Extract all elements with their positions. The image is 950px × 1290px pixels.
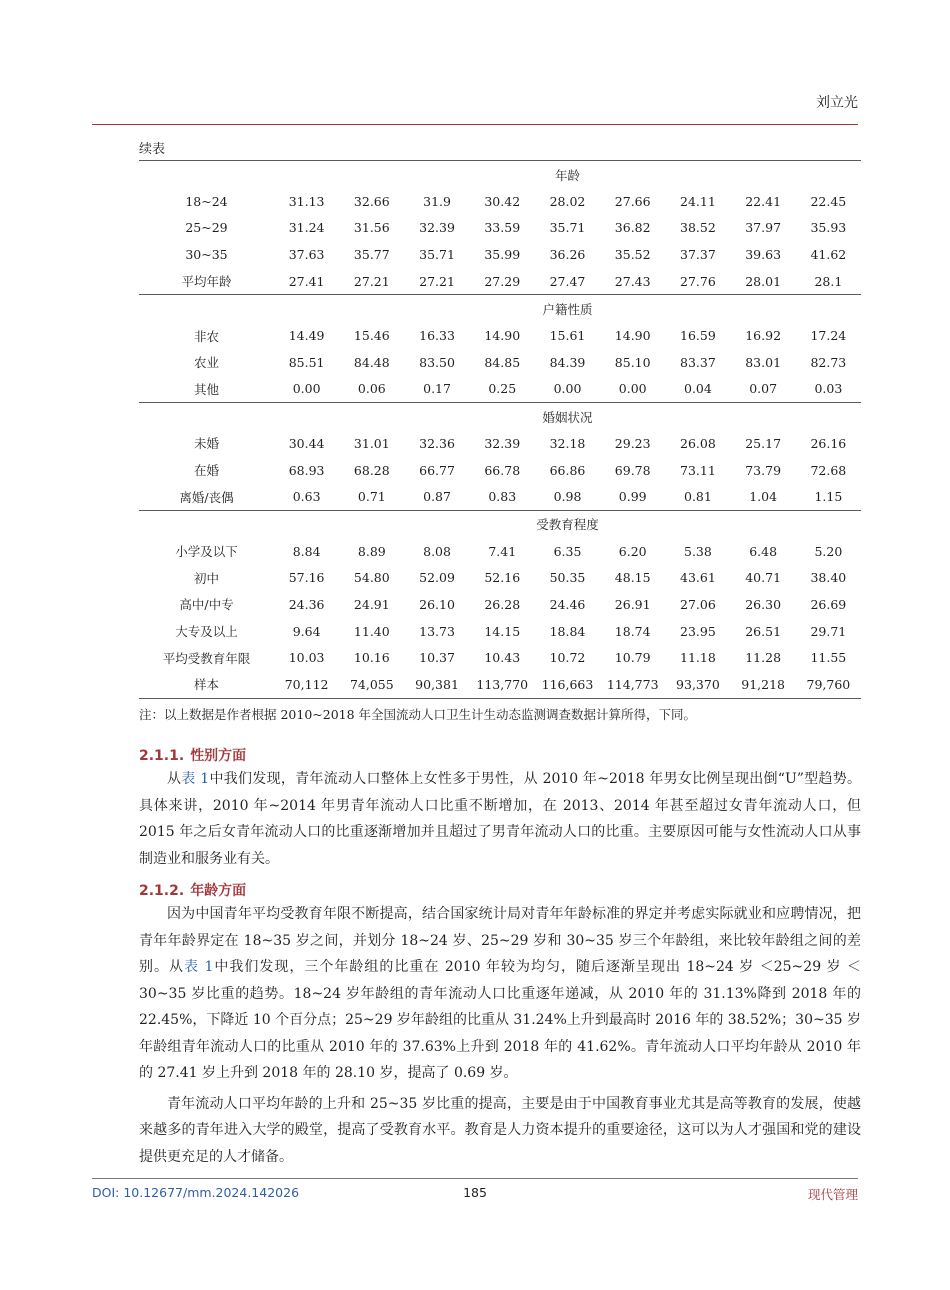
table-cell: 35.77: [353, 246, 390, 262]
row-label: 小学及以下: [175, 544, 238, 560]
table-cell: 31.9: [423, 193, 451, 209]
table-cell: 116,663: [535, 671, 600, 698]
table-cell: 16.59: [680, 328, 716, 344]
table-cell: 0.63: [292, 489, 321, 505]
table-row: [139, 457, 861, 484]
row-label: 大专及以上: [175, 624, 238, 640]
table-cell: 14.90: [484, 328, 521, 344]
table-cell: 90,381: [404, 671, 469, 698]
table-row: [139, 188, 861, 215]
row-label: 初中: [193, 570, 219, 586]
table-row: [139, 215, 861, 242]
table-section-title: 年龄: [274, 161, 861, 189]
table-cell: 43.61: [680, 570, 716, 586]
table-cell: 27.21: [353, 273, 390, 289]
table-note: 注：以上数据是作者根据 2010~2018 年全国流动人口卫生计生动态监测调查数据计算所得，下同。: [139, 707, 697, 722]
table-cell: 31.01: [353, 435, 390, 451]
table-cell: 6.35: [553, 543, 582, 559]
table-cell: 66.78: [484, 462, 521, 478]
paragraph: 青年流动人口平均年龄的上升和 25~35 岁比重的提高，主要是由于中国教育事业尤其是高等教育的发展，使越来越多的青年进入大学的殿堂，提高了受教育水平。教育是人力资本提升的重要途径，这可以为人才强国和党的建设提供更充足的人才储备。: [139, 1095, 861, 1165]
table-cell: 0.07: [749, 381, 778, 397]
table-cell: 26.16: [810, 435, 847, 451]
table-cell: 11.18: [680, 650, 716, 666]
table-cell: 27.29: [484, 273, 521, 289]
table-cell: 10.16: [353, 650, 390, 666]
table-cell: 14.49: [288, 328, 325, 344]
table-cell: 35.71: [419, 246, 455, 262]
table-cell: 27.66: [614, 193, 651, 209]
table-cell: 57.16: [288, 570, 325, 586]
row-label: 其他: [193, 381, 219, 397]
table-cell: 35.52: [614, 246, 651, 262]
footer-page-number: 185: [463, 1185, 487, 1200]
text-run: 因为中国青年平均受教育年限不断提高，结合国家统计局对青年年龄标准的界定并考虑实际就业和应聘情况，把青年年龄界定在 18~35 岁之间，并划分 18~24 岁、25~29 岁和 30~35 岁三个年龄组，来比较年龄组之间的差别。从: [139, 906, 861, 975]
table-cell: 6.48: [749, 543, 778, 559]
table-cell: 0.83: [488, 489, 517, 505]
table-cell: 0.06: [357, 381, 386, 397]
table-cell: 14.90: [614, 328, 651, 344]
table-cell: 85.51: [288, 354, 325, 370]
table-cell: 35.71: [549, 220, 586, 236]
table-cell: 0.98: [553, 489, 582, 505]
row-label: 平均年龄: [181, 274, 232, 290]
table-cell: 10.43: [484, 650, 521, 666]
table-cell: 9.64: [292, 623, 321, 639]
table-cell: 24.91: [353, 596, 390, 612]
table-cell: 54.80: [353, 570, 390, 586]
table-section-title: 受教育程度: [274, 510, 861, 538]
table-cell: 73.79: [745, 462, 782, 478]
section-title: 性别方面: [190, 748, 247, 764]
table-cell: 26.91: [614, 596, 651, 612]
table-row: [139, 618, 861, 645]
table-cell: 113,770: [470, 671, 535, 698]
table-row: [139, 565, 861, 592]
table-reference-link[interactable]: 表 1: [181, 771, 210, 787]
row-label: 农业: [193, 355, 219, 371]
table-cell: 5.20: [814, 543, 843, 559]
table-cell: 10.79: [614, 650, 651, 666]
table-cell: 24.36: [288, 596, 325, 612]
table-cell: 68.28: [353, 462, 390, 478]
section-title: 年龄方面: [190, 883, 247, 899]
table-cell: 32.39: [419, 220, 455, 236]
table-cell: 26.28: [484, 596, 521, 612]
footer-doi-link[interactable]: DOI: 10.12677/mm.2024.142026: [92, 1185, 300, 1200]
text-run: 中我们发现，青年流动人口整体上女性多于男性，从 2010 年~2018 年男女比例呈现出倒“U”型趋势。具体来讲，2010 年~2014 年男青年流动人口比重不断增加，在 2013、2014 年甚至超过女青年流动人口，但 2015 年之后女青年流动人口的比重逐渐增加并且超过了男青年流动人口的比重。主要原因可能与女性流动人口从事制造业和服务业有关。: [139, 771, 862, 867]
table-cell: 17.24: [810, 328, 847, 344]
row-label: 30~35: [185, 246, 228, 262]
table-cell: 70,112: [274, 671, 339, 698]
table-cell: 15.61: [549, 328, 586, 344]
table-cell: 0.17: [423, 381, 451, 397]
table-cell: 114,773: [600, 671, 665, 698]
table-cell: 0.03: [814, 381, 843, 397]
table-cell: 27.41: [288, 273, 325, 289]
section-header-spacer: [139, 161, 274, 189]
table-cell: 26.10: [419, 596, 455, 612]
table-cell: 38.40: [810, 570, 847, 586]
row-label: 18~24: [185, 193, 228, 209]
table-cell: 8.89: [357, 543, 386, 559]
row-label: 在婚: [193, 463, 219, 479]
table-cell: 40.71: [745, 570, 782, 586]
table-cell: 33.59: [484, 220, 521, 236]
table-row: [139, 268, 861, 295]
data-table-container: [139, 160, 861, 699]
table-cell: 82.73: [810, 354, 847, 370]
table-cell: 13.73: [419, 623, 455, 639]
section-body-gender: [139, 766, 861, 872]
row-label: 样本: [139, 671, 274, 698]
table-cell: 23.95: [680, 623, 716, 639]
table-section-title: 婚姻状况: [274, 403, 861, 431]
table-cell: 1.15: [814, 489, 843, 505]
table-cell: 41.62: [810, 246, 847, 262]
table-cell: 84.39: [549, 354, 586, 370]
table-cell: 37.97: [745, 220, 782, 236]
table-cell: 35.93: [810, 220, 847, 236]
table-cell: 0.00: [292, 381, 321, 397]
table-cell: 11.28: [745, 650, 782, 666]
table-cell: 8.08: [423, 543, 451, 559]
table-cell: 14.15: [484, 623, 521, 639]
table-cell: 15.46: [353, 328, 390, 344]
table-cell: 32.18: [549, 435, 586, 451]
table-cell: 39.63: [745, 246, 782, 262]
table-row: [139, 644, 861, 671]
table-row: [139, 430, 861, 457]
table-cell: 73.11: [680, 462, 716, 478]
running-header-author: 刘立光: [816, 95, 858, 111]
table-cell: 24.46: [549, 596, 586, 612]
table-cell: 66.77: [419, 462, 455, 478]
data-table: [139, 160, 861, 699]
table-cell: 38.52: [680, 220, 716, 236]
table-cell: 11.55: [810, 650, 847, 666]
table-cell: 26.51: [745, 623, 782, 639]
table-cell: 0.81: [684, 489, 712, 505]
row-label: 25~29: [185, 220, 228, 236]
row-label: 非农: [193, 328, 219, 344]
table-cell: 1.04: [749, 489, 778, 505]
section-header-spacer: [139, 510, 274, 538]
table-cell: 0.71: [357, 489, 386, 505]
table-cell: 10.37: [419, 650, 455, 666]
table-cell: 32.36: [419, 435, 455, 451]
table-continued-label: 续表: [139, 142, 166, 157]
table-cell: 26.30: [745, 596, 782, 612]
table-cell: 83.37: [680, 354, 716, 370]
footer-journal-name: 现代管理: [807, 1187, 858, 1202]
section-body-age: [139, 901, 861, 1170]
table-cell: 11.40: [353, 623, 390, 639]
table-cell: 35.99: [484, 246, 521, 262]
table-cell: 68.93: [288, 462, 325, 478]
table-section-header: [139, 510, 861, 538]
table-cell: 83.01: [745, 354, 782, 370]
table-cell: 27.47: [549, 273, 586, 289]
table-cell: 83.50: [419, 354, 455, 370]
table-cell: 6.20: [618, 543, 647, 559]
table-cell: 28.1: [814, 273, 843, 289]
table-cell: 22.45: [810, 193, 847, 209]
table-cell: 16.33: [419, 328, 455, 344]
table-section-header: [139, 295, 861, 323]
table-cell: 84.48: [353, 354, 390, 370]
text-run: 从: [167, 771, 182, 787]
table-cell: 31.56: [353, 220, 390, 236]
table-cell: 27.06: [680, 596, 716, 612]
table-row: [139, 671, 861, 698]
table-row: [139, 591, 861, 618]
table-cell: 16.92: [745, 328, 782, 344]
table-cell: 28.01: [745, 273, 782, 289]
table-row: [139, 483, 861, 510]
table-cell: 74,055: [339, 671, 404, 698]
table-cell: 10.72: [549, 650, 586, 666]
table-cell: 37.37: [680, 246, 716, 262]
table-section-header: [139, 403, 861, 431]
table-row: [139, 376, 861, 403]
table-cell: 18.74: [614, 623, 651, 639]
table-cell: 0.00: [618, 381, 647, 397]
table-cell: 52.16: [484, 570, 521, 586]
table-cell: 10.03: [288, 650, 325, 666]
section-number: 2.1.2.: [139, 883, 185, 899]
table-cell: 0.87: [423, 489, 451, 505]
table-section-header: [139, 161, 861, 189]
table-cell: 8.84: [292, 543, 321, 559]
table-cell: 32.66: [353, 193, 390, 209]
table-row: [139, 241, 861, 268]
paragraph: [139, 766, 861, 872]
table-row: [139, 349, 861, 376]
table-cell: 48.15: [614, 570, 651, 586]
table-cell: 0.00: [553, 381, 582, 397]
table-cell: 0.99: [618, 489, 647, 505]
section-heading-age: [139, 880, 252, 900]
table-cell: 36.26: [549, 246, 586, 262]
table-cell: 84.85: [484, 354, 521, 370]
table-row: [139, 322, 861, 349]
paragraph: [139, 901, 861, 1087]
table-row: [139, 538, 861, 565]
table-cell: 36.82: [614, 220, 651, 236]
table-cell: 26.69: [810, 596, 847, 612]
table-cell: 52.09: [419, 570, 455, 586]
footer-rule: [92, 1178, 858, 1179]
table-cell: 25.17: [745, 435, 782, 451]
table-cell: 91,218: [731, 671, 796, 698]
table-cell: 27.21: [419, 273, 455, 289]
section-header-spacer: [139, 295, 274, 323]
row-label: 平均受教育年限: [162, 650, 251, 666]
table-cell: 0.04: [684, 381, 712, 397]
table-cell: 31.24: [288, 220, 325, 236]
table-cell: 30.44: [288, 435, 325, 451]
table-cell: 79,760: [796, 671, 861, 698]
table-cell: 31.13: [288, 193, 325, 209]
row-label: 离婚/丧偶: [179, 489, 234, 505]
table-reference-link[interactable]: 表 1: [184, 959, 214, 975]
table-cell: 18.84: [549, 623, 586, 639]
table-cell: 37.63: [288, 246, 325, 262]
table-cell: 24.11: [680, 193, 716, 209]
table-cell: 93,370: [665, 671, 730, 698]
table-cell: 7.41: [488, 543, 517, 559]
table-cell: 27.43: [614, 273, 651, 289]
table-cell: 29.71: [810, 623, 847, 639]
table-cell: 32.39: [484, 435, 521, 451]
table-cell: 69.78: [614, 462, 651, 478]
table-cell: 50.35: [549, 570, 586, 586]
section-heading-gender: [139, 745, 252, 765]
table-cell: 66.86: [549, 462, 586, 478]
row-label: 未婚: [193, 436, 219, 452]
table-cell: 29.23: [614, 435, 651, 451]
table-cell: 22.41: [745, 193, 782, 209]
table-cell: 72.68: [810, 462, 847, 478]
row-label: 高中/中专: [179, 597, 234, 613]
table-cell: 26.08: [680, 435, 716, 451]
text-run: 中我们发现，三个年龄组的比重在 2010 年较为均匀，随后逐渐呈现出 18~24 岁 ＜25~29 岁 ＜30~35 岁比重的趋势。18~24 岁年龄组的青年流动人口比重逐年递减，从 2010 年的 31.13%降到 2018 年的 22.45%，下降近 10 个百分点；25~29 岁年龄组的比重从 31.24%上升到最高时 2016 年的 38.52%；30~35 岁年龄组青年流动人口的比重从 2010 年的 37.63%上升到 2018 年的 41.62%。青年流动人口平均年龄从 2010 年的 27.41 岁上升到 2018 年的 28.10 岁，提高了 0.69 岁。: [139, 959, 862, 1081]
header-rule: [92, 124, 858, 125]
section-header-spacer: [139, 403, 274, 431]
table-cell: 0.25: [488, 381, 517, 397]
table-section-title: 户籍性质: [274, 295, 861, 323]
table-cell: 27.76: [680, 273, 716, 289]
section-number: 2.1.1.: [139, 748, 185, 764]
table-cell: 30.42: [484, 193, 521, 209]
table-cell: 5.38: [684, 543, 712, 559]
table-cell: 28.02: [549, 193, 586, 209]
table-cell: 85.10: [614, 354, 651, 370]
